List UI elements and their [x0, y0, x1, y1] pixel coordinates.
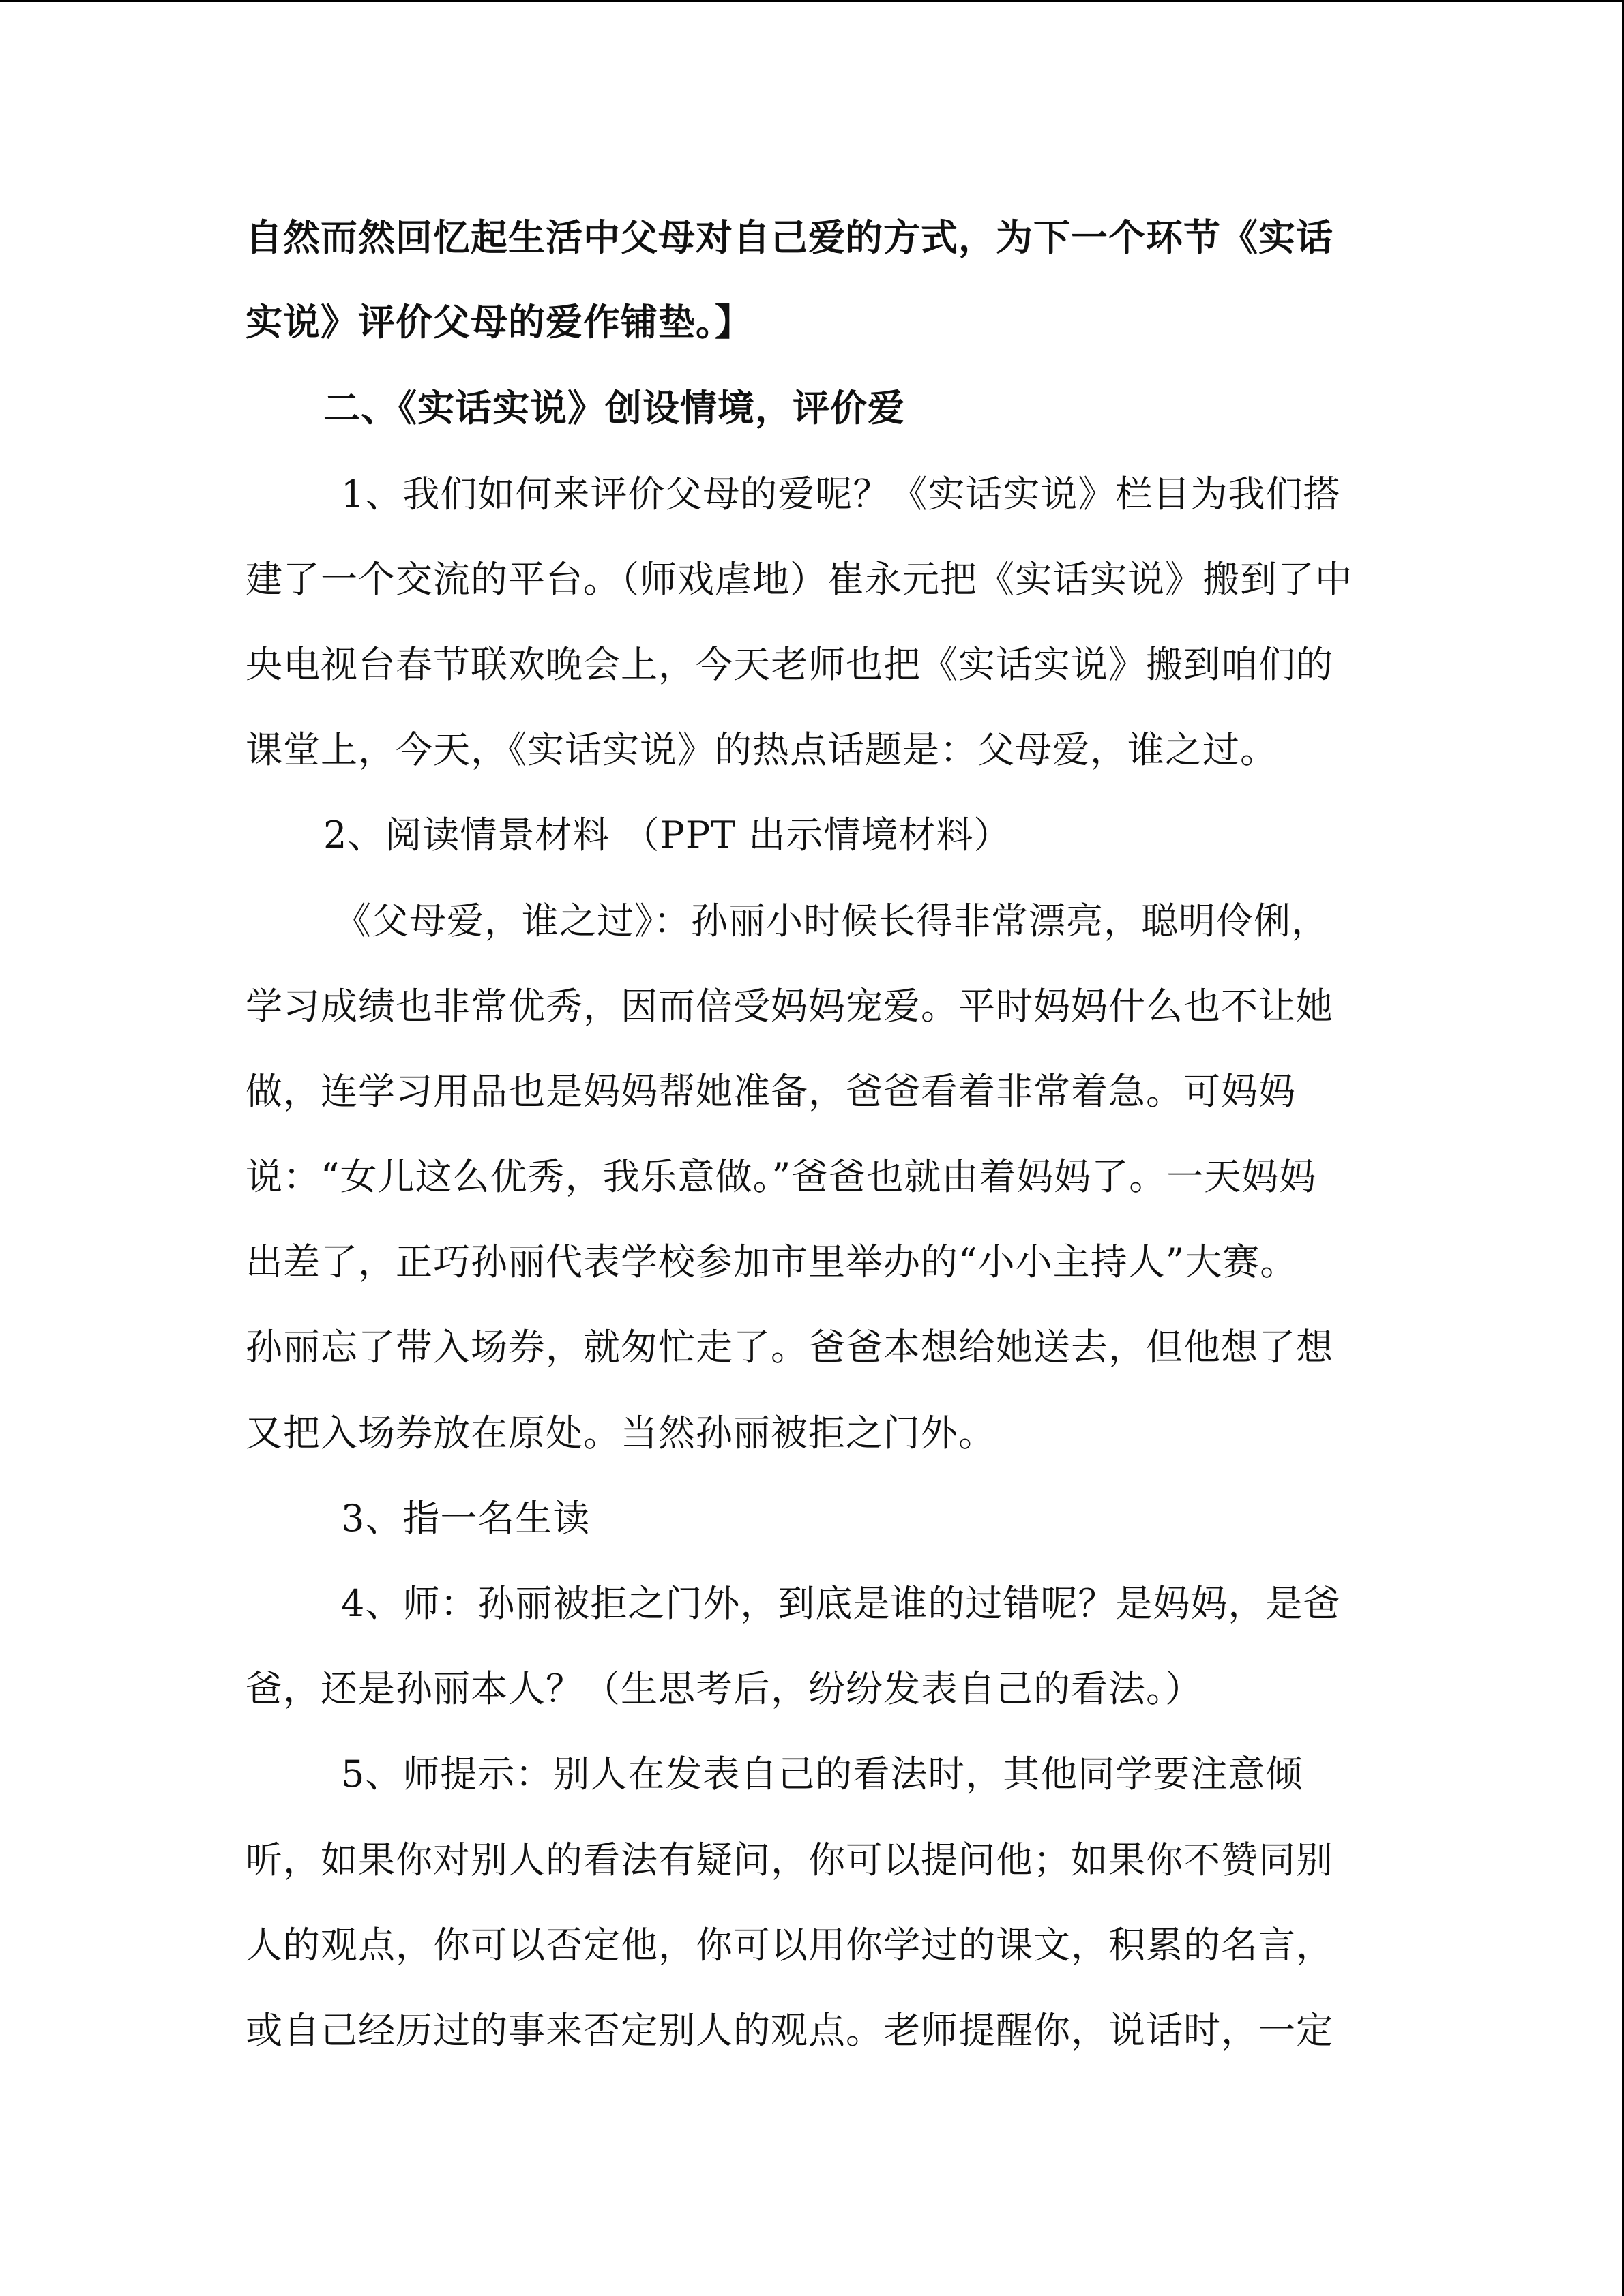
text-line-14: 孙丽忘了带入场券，就匆忙走了。爸爸本想给她送去，但他想了想	[246, 1326, 1333, 1369]
text-line-15: 又把入场券放在原处。当然孙丽被拒之门外。	[246, 1412, 996, 1455]
text-line-12: 说：“女儿这么优秀，我乐意做。”爸爸也就由着妈妈了。一天妈妈	[246, 1155, 1317, 1198]
page-border-top	[0, 0, 1624, 2]
text-line-13: 出差了，正巧孙丽代表学校参加市里举办的“小小主持人”大赛。	[246, 1240, 1298, 1283]
text-line-20: 听，如果你对别人的看法有疑问，你可以提问他；如果你不赞同别	[246, 1838, 1333, 1881]
text-line-9: 《父母爱，谁之过》：孙丽小时候长得非常漂亮，聪明伶俐，	[334, 899, 1329, 942]
text-line-17: 4、师：孙丽被拒之门外，到底是谁的过错呢？是妈妈，是爸	[341, 1582, 1341, 1625]
text-line-21: 人的观点，你可以否定他，你可以用你学过的课文，积累的名言，	[246, 1924, 1333, 1967]
text-line-4: 1、我们如何来评价父母的爱呢？《实话实说》栏目为我们搭	[341, 473, 1341, 516]
text-line-19: 5、师提示：别人在发表自己的看法时，其他同学要注意倾	[341, 1753, 1303, 1795]
text-line-8: 2、阅读情景材料 （PPT 出示情境材料）	[323, 814, 1012, 856]
text-line-22: 或自己经历过的事来否定别人的观点。老师提醒你，说话时，一定	[246, 2009, 1333, 2052]
text-line-6: 央电视台春节联欢晚会上，今天老师也把《实话实说》搬到咱们的	[246, 643, 1333, 686]
text-line-1: 自然而然回忆起生活中父母对自己爱的方式，为下一个环节《实话	[246, 216, 1333, 259]
text-line-11: 做，连学习用品也是妈妈帮她准备，爸爸看着非常着急。可妈妈	[246, 1070, 1296, 1113]
text-line-18: 爸，还是孙丽本人？（生思考后，纷纷发表自己的看法。）	[246, 1667, 1202, 1710]
text-line-10: 学习成绩也非常优秀，因而倍受妈妈宠爱。平时妈妈什么也不让她	[246, 985, 1333, 1028]
text-line-5: 建了一个交流的平台。（师戏虐地）崔永元把《实话实说》搬到了中	[246, 558, 1353, 601]
text-line-2: 实说》评价父母的爱作铺垫。】	[246, 301, 752, 344]
text-line-7: 课堂上，今天，《实话实说》的热点话题是：父母爱，谁之过。	[246, 728, 1278, 771]
section-heading: 二、《实话实说》创设情境，评价爱	[323, 387, 905, 430]
text-line-16: 3、指一名生读	[341, 1497, 591, 1540]
